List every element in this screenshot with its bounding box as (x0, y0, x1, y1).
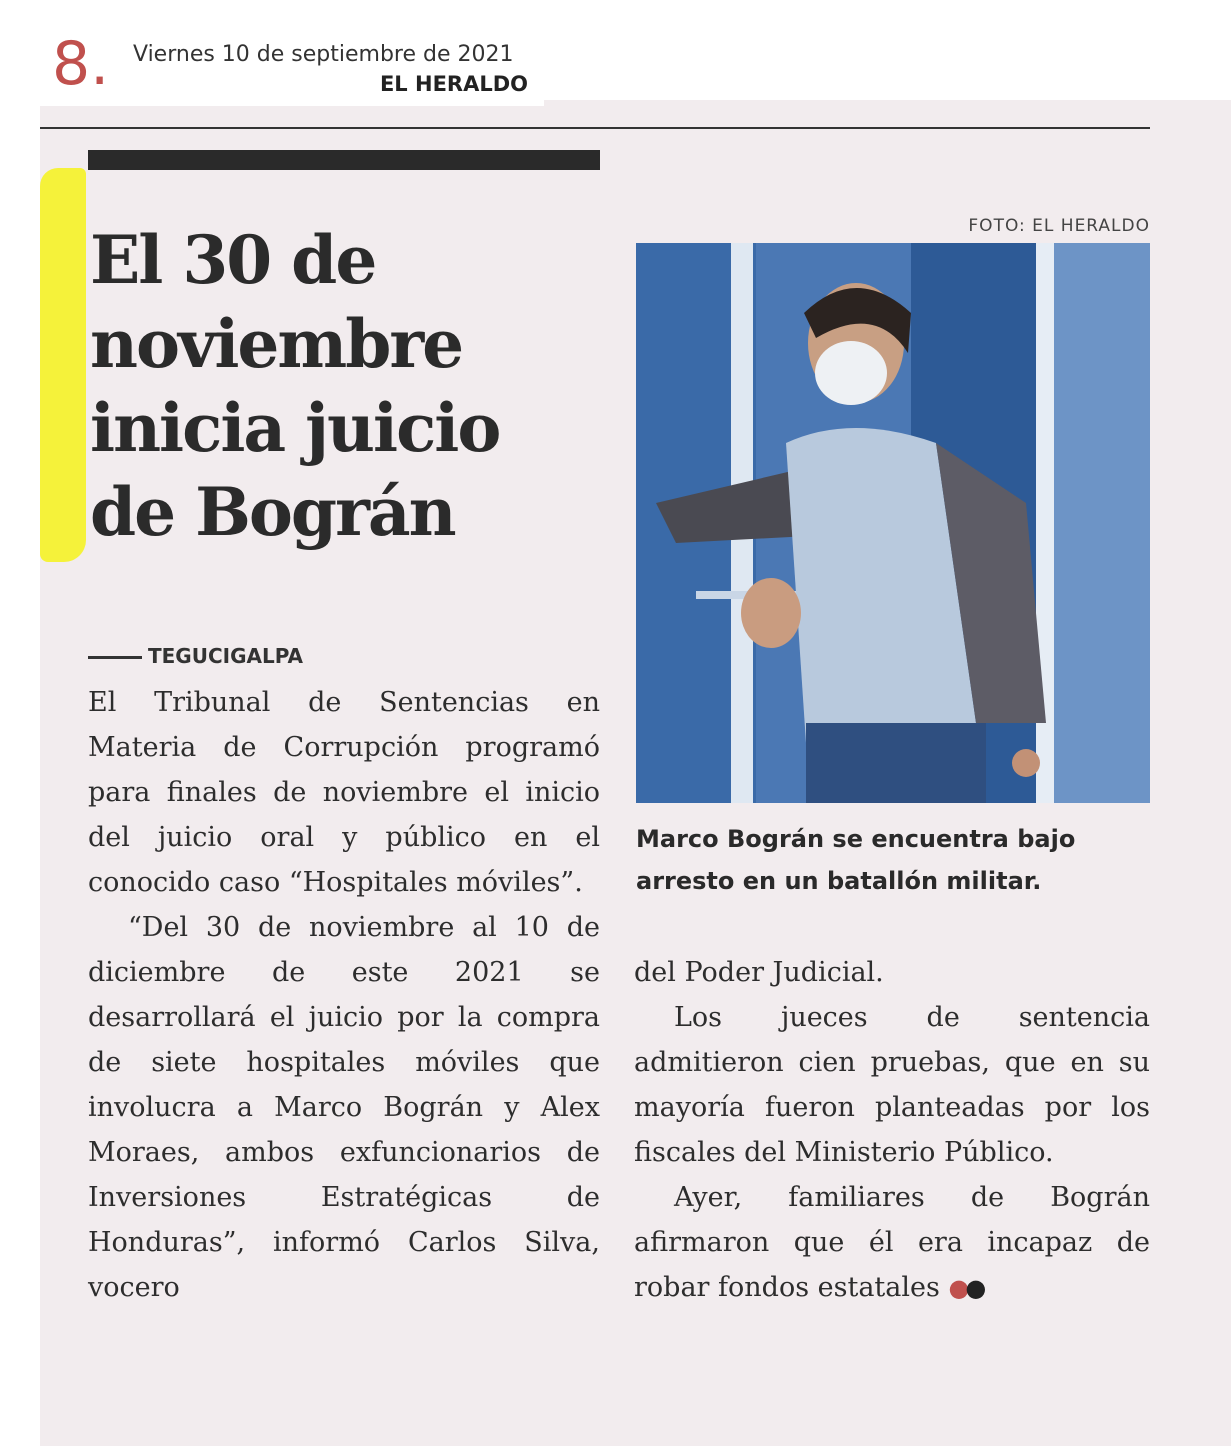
paragraph: Los jueces de sentencia admitieron cien pruebas, que en su mayoría fueron planteadas por los fiscales del Ministerio Público. (634, 1002, 1150, 1168)
paragraph-text: Ayer, familiares de Bográn afirmaron que él era incapaz de robar fondos estatales (634, 1182, 1150, 1303)
paragraph: El Tribunal de Sentencias en Materia de Corrupción programó para finales de noviembre el inicio del juicio oral y público en el conocido caso “Hospitales móviles”. (88, 687, 600, 898)
headline-rule (88, 150, 600, 170)
dateline-text: TEGUCIGALPA (148, 644, 304, 668)
highlighter-mark (40, 168, 86, 562)
headline-line: El 30 de (90, 221, 376, 299)
article-photo (636, 243, 1150, 803)
headline-line: inicia juicio (90, 389, 500, 467)
paragraph: del Poder Judicial. (634, 957, 884, 988)
dateline-dash (88, 656, 142, 659)
paragraph-last (634, 1175, 1150, 1311)
article-column-right (634, 950, 1150, 1311)
photo-caption: Marco Bográn se encuentra bajo arresto en un batallón militar. (636, 825, 1076, 895)
article-column-left (88, 680, 600, 1310)
page-number: 8. (52, 29, 110, 99)
end-mark-icon: ●● (948, 1274, 983, 1302)
newspaper-name: EL HERALDO (379, 72, 528, 96)
top-rule (40, 127, 1150, 129)
paragraph: “Del 30 de noviembre al 10 de diciembre de este 2021 se desarrollará el juicio por la compra de siete hospitales móviles que involucra a Marco Bográn y Alex Moraes, ambos exfuncionarios de Inversiones Estratégicas de Honduras”, informó Carlos Silva, vocero (88, 912, 600, 1303)
dateline (88, 644, 303, 668)
issue-date: Viernes 10 de septiembre de 2021 (133, 42, 514, 67)
headline-line: de Bográn (90, 473, 455, 551)
photo-credit: FOTO: EL HERALDO (968, 216, 1150, 236)
photo-illustration (636, 243, 1150, 803)
headline (90, 218, 610, 554)
headline-line: noviembre (90, 305, 463, 383)
